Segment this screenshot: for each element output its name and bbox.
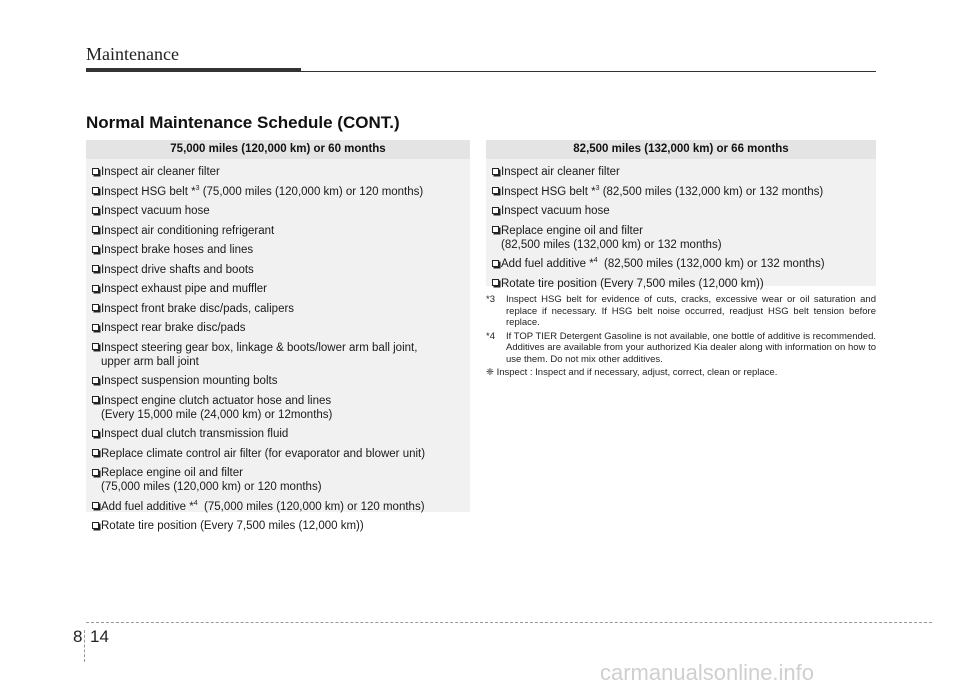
footnote-ref: 3: [595, 184, 600, 192]
watermark: carmanualsonline.info: [600, 660, 815, 685]
checklist-item-text: Inspect vacuum hose: [501, 205, 610, 217]
checklist-item-text: Rotate tire position (Every 7,500 miles (12,000 km)): [501, 277, 764, 290]
checklist-item: [86, 163, 470, 181]
checklist-item: [86, 498, 470, 516]
checklist-item-detail: (Every 15,000 mile (24,000 km) or 12months): [101, 408, 333, 421]
footnote-ref: 4: [193, 499, 198, 507]
footnote-4: [486, 331, 876, 366]
schedule-panel-75000: [86, 140, 470, 532]
header-title: Maintenance: [86, 44, 179, 64]
checkbox-icon: [92, 324, 99, 331]
checklist-item-text: Inspect vacuum hose: [101, 205, 210, 217]
checklist-item: [86, 464, 470, 496]
checkbox-icon: [92, 396, 99, 403]
checklist-item: [486, 222, 876, 254]
checkbox-icon: [92, 522, 99, 529]
footnote-ref: 4: [593, 257, 598, 265]
checklist-item-text: Add fuel additive *: [501, 258, 594, 270]
checklist-item-text: Inspect brake hoses and lines: [101, 244, 254, 256]
checklist-item-text: Inspect HSG belt *: [501, 185, 596, 198]
checkbox-icon: [92, 449, 99, 456]
panel-heading: 75,000 miles (120,000 km) or 60 months: [86, 140, 470, 159]
checklist-item-text: Inspect dual clutch transmission fluid: [101, 428, 289, 440]
footnotes: [486, 294, 876, 379]
section-title: Normal Maintenance Schedule (CONT.): [86, 113, 400, 132]
footnote-text: If TOP TIER Detergent Gasoline is not available, one bottle of additive is recommended. Additives are available from your authorized Kia dealer along with information on how to use them. Do not mix other additives.: [506, 330, 876, 365]
checkbox-icon: [92, 502, 99, 509]
footer-rule: [86, 622, 932, 623]
checklist-item: [86, 280, 470, 298]
checkbox-icon: [92, 343, 99, 350]
checklist-item: [86, 202, 470, 220]
checklist-item-text: Replace engine oil and filter: [101, 467, 243, 479]
page-number-divider: [84, 630, 85, 662]
checklist-item-text: Rotate tire position (Every 7,500 miles (12,000 km)): [101, 520, 364, 532]
checklist-item: [86, 241, 470, 259]
checklist-item-interval: (75,000 miles (120,000 km) or 120 months): [197, 500, 425, 513]
checklist-item: [486, 255, 876, 273]
checkbox-icon: [492, 207, 499, 214]
checklist-item: [86, 183, 470, 201]
checkbox-icon: [92, 226, 99, 233]
checkbox-icon: [92, 377, 99, 384]
checklist-item-text: Inspect drive shafts and boots: [101, 263, 254, 276]
header-rule-accent: [86, 68, 301, 72]
page-number: 14: [90, 627, 109, 646]
checklist-item-interval: (75,000 miles (120,000 km) or 120 months): [199, 185, 424, 198]
footnote-3: [486, 294, 876, 329]
checklist-item-text: Inspect suspension mounting bolts: [101, 375, 278, 387]
checkbox-icon: [92, 430, 99, 437]
footnote-ref: 3: [195, 184, 200, 192]
panel-heading: 82,500 miles (132,000 km) or 66 months: [486, 140, 876, 159]
checkbox-icon: [492, 260, 499, 267]
checklist-item: [486, 275, 876, 293]
checklist-item-text: Inspect air cleaner filter: [101, 166, 220, 178]
inspect-definition: ❈ Inspect : Inspect and if necessary, adjust, correct, clean or replace.: [486, 367, 778, 378]
checklist-item-text: Replace climate control air filter (for evaporator and blower unit): [101, 447, 426, 460]
checklist-item: [86, 339, 470, 371]
checkbox-icon: [92, 168, 99, 175]
checklist-item-text: Inspect front brake disc/pads, calipers: [101, 302, 295, 315]
checkbox-icon: [492, 226, 499, 233]
checklist-item-detail: upper arm ball joint: [101, 355, 199, 368]
checklist-item: [86, 300, 470, 318]
checklist-item: [86, 319, 470, 337]
checkbox-icon: [92, 265, 99, 272]
checkbox-icon: [92, 187, 99, 194]
checklist-item-text: Inspect air conditioning refrigerant: [101, 224, 275, 237]
checkbox-icon: [92, 285, 99, 292]
checkbox-icon: [92, 207, 99, 214]
checklist-item-interval: (82,500 miles (132,000 km) or 132 months): [599, 185, 824, 198]
checkbox-icon: [492, 279, 499, 286]
checklist-item-text: Inspect engine clutch actuator hose and lines: [101, 394, 332, 407]
checklist: [486, 159, 876, 293]
checkbox-icon: [92, 246, 99, 253]
checklist-item-text: Inspect exhaust pipe and muffler: [101, 283, 268, 295]
checklist-item-text: Add fuel additive *: [101, 500, 194, 513]
checklist-item: [86, 222, 470, 240]
checklist-item-text: Inspect air cleaner filter: [501, 166, 620, 178]
checklist-item: [86, 261, 470, 279]
footnote-marker: *3: [486, 294, 495, 305]
checkbox-icon: [92, 304, 99, 311]
checkbox-icon: [492, 168, 499, 175]
schedule-panel-82500: [486, 140, 876, 290]
checklist-item: [486, 202, 876, 220]
checklist-item: [86, 425, 470, 443]
checklist-item-text: Inspect steering gear box, linkage & boots/lower arm ball joint,: [101, 341, 418, 354]
footnote-marker: *4: [486, 330, 495, 342]
footnote-text: Inspect HSG belt for evidence of cuts, cracks, excessive wear or oil saturation and replace if necessary. If HSG belt noise occurred, readjust HSG belt tension before replace.: [506, 294, 876, 328]
checklist-item-detail: (82,500 miles (132,000 km) or 132 months): [501, 238, 722, 251]
checklist-item-text: Replace engine oil and filter: [501, 224, 643, 237]
checkbox-icon: [92, 469, 99, 476]
checklist-item-text: Inspect rear brake disc/pads: [101, 322, 246, 334]
checklist-item: [86, 372, 470, 390]
checklist: [86, 159, 470, 535]
checklist-item-interval: (82,500 miles (132,000 km) or 132 months): [597, 258, 825, 270]
checkbox-icon: [492, 187, 499, 194]
checklist-item-text: Inspect HSG belt *: [101, 185, 196, 198]
chapter-number: 8: [73, 627, 83, 646]
checklist-item: [86, 445, 470, 463]
checklist-item: [486, 163, 876, 181]
checklist-item: [86, 392, 470, 424]
checklist-item-detail: (75,000 miles (120,000 km) or 120 months): [101, 481, 322, 493]
checklist-item: [486, 183, 876, 201]
checklist-item: [86, 517, 470, 535]
